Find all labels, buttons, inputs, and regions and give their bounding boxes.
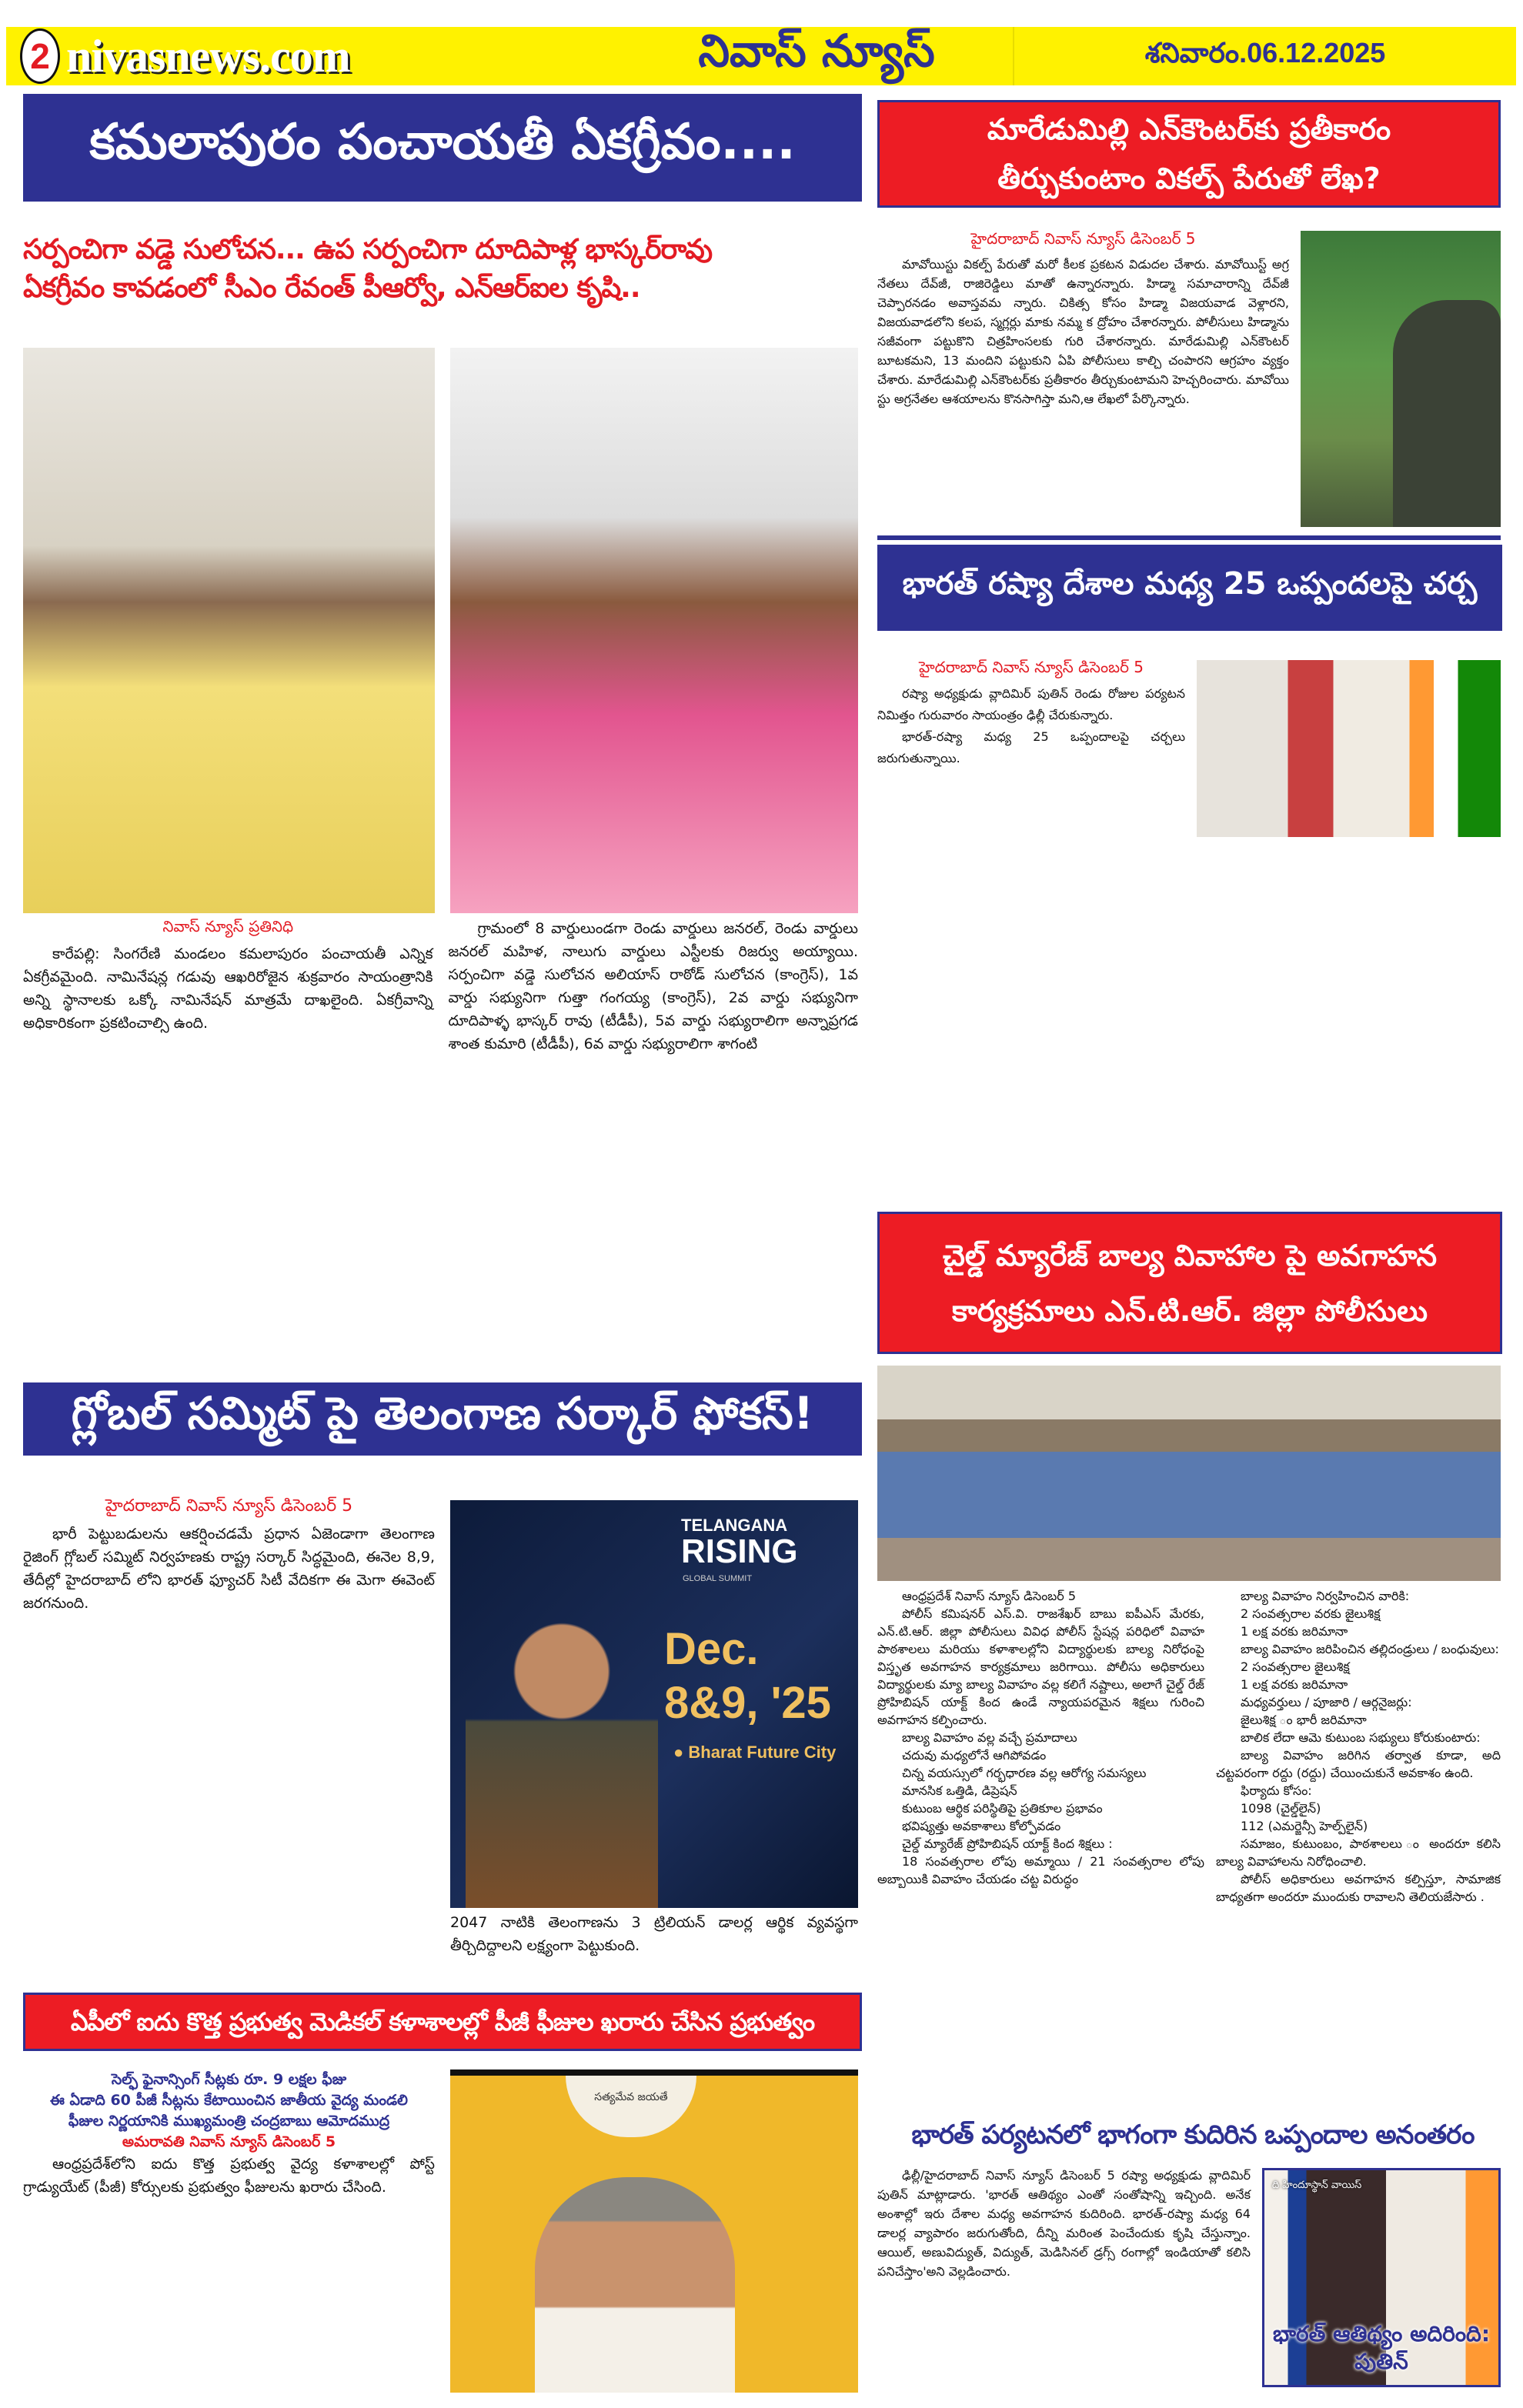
paragraph: ఢిల్లీ/హైదరాబాద్ నివాస్ న్యూస్ డిసెంబర్ 5 రష్యా అధ్యక్షుడు వ్లాదిమిర్ పుతిన్ మాట్లాడారు. 'భారత్ ఆతిథ్యం ఎంతో సంతోషాన్ని ఇచ్చింది. అనేక అంశాల్లో ఇరు దేశాల మధ్య అవగాహన కుదిరింది. భారత్-రష్యా మధ్య 64 డాలర్ల వ్యాపారం జరుగుతోంది, దీన్ని మరింత పెంచేందుకు కృషి చేస్తున్నాం. ఆయిల్, అణువిద్యుత్, విద్యుత్, మెడిసినల్ డ్రగ్స్ రంగాల్లో ఇండియాతో కలిసి పనిచేస్తాం'అని వెల్లడించారు.	[877, 2168, 1251, 2279]
divider	[877, 535, 1501, 540]
child-marriage-col2	[1216, 1587, 1501, 1906]
summit-meeting-photo	[1197, 660, 1501, 837]
panchayat-subhead	[23, 231, 862, 308]
poster-date-2: 8&9, '25	[664, 1678, 831, 1728]
byline: హైదరాబాద్ నివాస్ న్యూస్ డిసెంబర్ 5	[105, 1496, 353, 1516]
paragraph: గ్రామంలో 8 వార్డులుండగా రెండు వార్డులు జనరల్, రెండు వార్డులు జనరల్ మహిళ, నాలుగు వార్డులు ఎస్టీలకు రిజర్వు అయ్యాయి. సర్పంచిగా వడ్డె సులోచన అలియాస్ రాఠోడ్ సులోచన (కాంగ్రెస్), 1వ వార్డు సభ్యునిగా గుత్తా గంగయ్య (కాంగ్రెస్), 2వ వార్డు సభ్యునిగా దూదిపాళ్ళ భాస్కర్ రావు (టీడీపీ), 5వ వార్డు సభ్యురాలిగా అన్నాప్రగడ శాంత కుమారి (టీడీపీ), 6వ వార్డు సభ్యురాలిగా శాగంటి	[448, 920, 858, 1052]
list-item: బాల్య వివాహం జరిగిన తర్వాత కూడా, అది చట్టపరంగా రద్దు (రద్దు) చేయించుకునే అవకాశం ఉంది.	[1216, 1748, 1501, 1780]
putin-modi-photo	[1262, 2168, 1501, 2387]
emblem-seal: సత్యమేవ జయతే	[566, 2076, 696, 2137]
list-item: బాల్య వివాహం జరిపించిన తల్లిదండ్రులు / బంధువులు:	[1241, 1642, 1499, 1656]
summit-poster	[450, 1500, 858, 1908]
awareness-program-photo	[877, 1366, 1501, 1581]
summit-caption	[450, 1911, 858, 1957]
list-item: బాల్య వివాహం వల్ల వచ్చే ప్రమాదాలు	[902, 1730, 1077, 1745]
headline-line: చైల్డ్ మ్యారేజ్ బాల్య వివాహాల పై అవగాహన	[942, 1238, 1438, 1272]
poster-brand-top: TELANGANA	[681, 1516, 788, 1535]
byline: హైదరాబాద్ నివాస్ న్యూస్ డిసెంబర్ 5	[970, 229, 1196, 248]
list-item: మధ్యవర్తులు / పూజారి / ఆర్గనైజర్లు:	[1241, 1695, 1412, 1709]
headline-line: కార్యక్రమాలు ఎన్.టి.ఆర్. జిల్లా పోలీసులు	[951, 1293, 1428, 1328]
medical-story	[23, 2069, 435, 2199]
caption: 2047 నాటికి తెలంగాణను 3 ట్రిలియన్ డాలర్ల ఆర్థిక వ్యవస్థగా తీర్చిదిద్దాలని లక్ష్యంగా పెట్టుకుంది.	[450, 1914, 858, 1954]
subhead-line: ఫీజుల నిర్ణయానికి ముఖ్యమంత్రి చంద్రబాబు ఆమోదముద్ర	[68, 2113, 390, 2130]
child-marriage-col1	[877, 1587, 1204, 1888]
sarpanch-photo-woman	[450, 348, 858, 913]
summit-headline: గ్లోబల్ సమ్మిట్ పై తెలంగాణ సర్కార్ ఫోకస్!	[23, 1382, 862, 1456]
summit-body	[23, 1496, 435, 1615]
chief-minister-photo	[450, 2069, 858, 2393]
list-item: పోలీస్ కమిషనర్ ఎస్.వి. రాజశేఖర్ బాబు ఐపీఎస్ మేరకు, ఎన్.టి.ఆర్. జిల్లా పోలీసులు వివిధ పోలీస్ స్టేషన్ల పరిధిలో వివాహ పాఠశాలలు మరియు కళాశాలల్లోని విద్యార్థులకు బాల్య నిరోధంపై విస్తృత అవగాహన కార్యక్రమాలు జరిగాయి. పోలీసు అధికారులు విద్యార్థులకు మ్యా బాల్య వివాహం వల్ల కలిగే నష్టాలు, అలాగే చైల్డ్ రేజ్ ప్రోహిబిషన్ యాక్ట్ కింద ఉండే న్యాయపరమైన శిక్షలు గురించి అవగాహన కల్పించారు.	[877, 1606, 1204, 1727]
list-item: 112 (ఎమర్జెన్సీ హెల్ప్‌లైన్)	[1241, 1819, 1368, 1833]
russia-body	[877, 658, 1185, 769]
list-item: 1 లక్ష వరకు జరిమానా	[1241, 1624, 1348, 1639]
list-item: 2 సంవత్సరాల జైలుశిక్ష	[1241, 1659, 1350, 1674]
medical-body	[23, 2153, 435, 2199]
byline: హైదరాబాద్ నివాస్ న్యూస్ డిసెంబర్ 5	[918, 658, 1144, 676]
person-image	[466, 1593, 658, 1908]
child-marriage-headline	[877, 1212, 1502, 1354]
medical-headline: ఏపీలో ఐదు కొత్త ప్రభుత్వ మెడికల్ కళాశాలల్లో పీజీ ఫీజుల ఖరారు చేసిన ప్రభుత్వం	[23, 1993, 862, 2051]
panchayat-body	[23, 917, 858, 1348]
headline-line: మారేడుమిల్లి ఎన్‌కౌంటర్‌కు ప్రతీకారం	[987, 112, 1391, 146]
list-item: సమాజం, కుటుంబం, పాఠశాలలు ం అందరూ కలిసి బాల్య వివాహాలను నిరోధించాలి.	[1216, 1836, 1501, 1869]
byline: అమరావతి నివాస్ న్యూస్ డిసెంబర్ 5	[122, 2133, 336, 2150]
list-item: 2 సంవత్సరాల వరకు జైలుశిక్ష	[1241, 1606, 1381, 1621]
putin-headline: భారత్ పర్యటనలో భాగంగా కుదిరిన ఒప్పందాల అనంతరం	[911, 2120, 1475, 2150]
poster-venue: ● Bharat Future City	[673, 1743, 837, 1762]
list-item: బాల్య వివాహం నిర్వహించిన వారికి:	[1241, 1589, 1410, 1603]
paragraph: ఆంధ్రప్రదేశ్‌లోని ఐదు కొత్త ప్రభుత్వ వైద్య కళాశాలల్లో పోస్ట్ గ్రాడ్యుయేట్ (పీజీ) కోర్సులకు ప్రభుత్వం ఫీజులను ఖరారు చేసింది.	[23, 2156, 435, 2196]
list-item: జైలుశిక్ష ం భారీ జరిమానా	[1241, 1713, 1367, 1727]
list-item: కుటుంబ ఆర్థిక పరిస్థితిపై ప్రతికూల ప్రభావం	[902, 1801, 1103, 1816]
byline: నివాస్ న్యూస్ ప్రతినిధి	[162, 917, 294, 936]
person-image	[535, 2177, 735, 2393]
sarpanch-photo-man	[23, 348, 435, 913]
poster-brand-sub: GLOBAL SUMMIT	[683, 1574, 753, 1583]
medical-subheads	[23, 2069, 435, 2153]
venue-text: Bharat Future City	[688, 1743, 837, 1762]
putin-body	[877, 2166, 1251, 2281]
paragraph: మావోయిస్టు వికల్ప్ పేరుతో మరో కీలక ప్రకటన విడుదల చేశారు. మావోయిస్ట్ అగ్ర నేతలు దేవ్‌జీ, రాజిరెడ్డిలు మాతో ఉన్నారన్నారు. హిడ్మా సమాచారాన్ని దేవ్‌జీ చెప్పారనడం అవాస్తవమ న్నారు. చికిత్స కోసం హిడ్మా విజయవాడ వెళ్లారని, విజయవాడలోని కలప, స్మగ్లర్లు మాకు నమ్మ క ద్రోహం చేశారన్నారు. పోలీసులు హిడ్మాను సజీవంగా పట్టుకొని చిత్రహింసలకు గురి చేశారన్నారు. మారేడుమిల్లి ఎన్‌కౌంటర్ బూటకమని, 13 మందిని పట్టుకుని ఏపి పోలీసులు కాల్చి చంపారని ఆగ్రహం వ్యక్తం చేశారు. మారేడుమిల్లి ఎన్‌కౌంటర్‌కు ప్రతీకారం తీర్చుకుంటామని హెచ్చరించారు. మావోయి స్టు అగ్రనేతల ఆశయాలను కొనసాగిస్తా మని,ఆ లేఖలో పేర్కొన్నారు.	[877, 257, 1289, 406]
list-item: ఆంధ్రప్రదేశ్ నివాస్ న్యూస్ డిసెంబర్ 5	[902, 1589, 1077, 1603]
list-item: 1 లక్ష వరకు జరిమానా	[1241, 1677, 1348, 1692]
subhead-line: ఏకగ్రీవం కావడంలో సీఎం రేవంత్ పీఆర్వో, ఎన్ఆర్ఐల కృషి..	[23, 272, 640, 304]
list-item: చిన్న వయస్సులో గర్భధారణ వల్ల ఆరోగ్య సమస్యలు	[902, 1766, 1147, 1780]
paragraph: రష్యా అధ్యక్షుడు వ్లాదిమిర్ పుతిన్ రెండు రోజుల పర్యటన నిమిత్తం గురువారం సాయంత్రం ఢిల్లీ చేరుకున్నారు.	[877, 686, 1185, 722]
encounter-headline	[877, 100, 1501, 208]
issue-date: శనివారం.06.12.2025	[1144, 36, 1386, 68]
list-item: 1098 (చైల్డ్‌లైన్)	[1241, 1801, 1321, 1816]
poster-date-1: Dec.	[664, 1624, 759, 1674]
image-caption: భారత్ ఆతిథ్యం అదిరింది: పుతిన్	[1272, 2321, 1491, 2374]
subhead-line: ఈ ఏడాది 60 పీజీ సీట్లను కేటాయించిన జాతీయ వైద్య మండలి	[50, 2092, 408, 2109]
subhead-line: సర్పంచిగా వడ్డె సులోచన... ఉప సర్పంచిగా దూదిపాళ్ల భాస్కర్‌రావు	[23, 234, 713, 265]
paragraph: కారేపల్లి: సింగరేణి మండలం కమలాపురం పంచాయతీ ఎన్నిక ఏకగ్రీవమైంది. నామినేషన్ల గడువు ఆఖరిరోజైన శుక్రవారం సాయంత్రానికి అన్ని స్థానాలకు ఒక్కో నామినేషన్ మాత్రమే దాఖలైంది. ఏకగ్రీవాన్ని అధికారికంగా ప్రకటించాల్సి ఉంది.	[23, 946, 433, 1032]
list-item: బాలిక లేదా ఆమె కుటుంబ సభ్యులు కోరుకుంటారు:	[1241, 1730, 1481, 1745]
person-image	[1393, 300, 1501, 527]
paragraph: భారత్-రష్యా మధ్య 25 ఒప్పందాలపై చర్చలు జరుగుతున్నాయి.	[877, 729, 1185, 765]
poster-brand: RISING	[681, 1533, 798, 1570]
list-item: 18 సంవత్సరాల లోపు అమ్మాయి / 21 సంవత్సరాల లోపు అబ్బాయికి వివాహం చేయడం చట్ట విరుద్ధం	[877, 1854, 1204, 1886]
encounter-body	[877, 229, 1289, 409]
newspaper-logo: నివాస్ న్యూస్	[698, 24, 935, 77]
subhead-line: సెల్ఫ్ ఫైనాన్సింగ్ సీట్లకు రూ. 9 లక్షల ఫీజు	[111, 2071, 347, 2088]
list-item: చదువు మధ్యలోనే ఆగిపోవడం	[902, 1748, 1047, 1763]
masthead	[6, 24, 1516, 85]
list-item: ఫిర్యాదు కోసం:	[1241, 1783, 1312, 1798]
headline-line: తీర్చుకుంటాం వికల్ప్ పేరుతో లేఖ?	[997, 162, 1381, 195]
panchayat-headline: కమలాపురం పంచాయతీ ఏకగ్రీవం....	[23, 94, 862, 202]
list-item: చైల్డ్ మ్యారేజ్ ప్రోహిబిషన్ యాక్ట్ కింద శిక్షలు :	[902, 1836, 1113, 1851]
maoists-photo	[1301, 231, 1501, 527]
list-item: భవిష్యత్తు అవకాశాలు కోల్పోవడం	[902, 1819, 1061, 1833]
page-number: 2	[20, 28, 60, 84]
russia-headline: భారత్ రష్యా దేశాల మధ్య 25 ఒప్పందలపై చర్చ	[877, 545, 1502, 631]
paragraph: భారీ పెట్టుబడులను ఆకర్షించడమే ప్రధాన ఏజెండాగా తెలంగాణ రైజింగ్ గ్లోబల్ సమ్మిట్ నిర్వహణకు రాష్ట్ర సర్కార్ సిద్ధమైంది, ఈనెల 8,9, తేదీల్లో హైదరాబాద్ లోని భారత్ ఫ్యూచర్ సిటీ వేదికగా ఈ మెగా ఈవెంట్ జరగనుంది.	[23, 1526, 435, 1612]
site-url: nivasnews.com	[66, 30, 350, 82]
image-source: ది హిందూస్థాన్ వాయిస్	[1272, 2180, 1362, 2191]
list-item: పోలీస్ అధికారులు అవగాహన కల్పిస్తూ, సామాజిక బాధ్యతగా అందరూ ముందుకు రావాలని తెలియజేసారు .	[1216, 1872, 1501, 1904]
list-item: మానసిక ఒత్తిడి, డిప్రెషన్	[902, 1783, 1017, 1798]
